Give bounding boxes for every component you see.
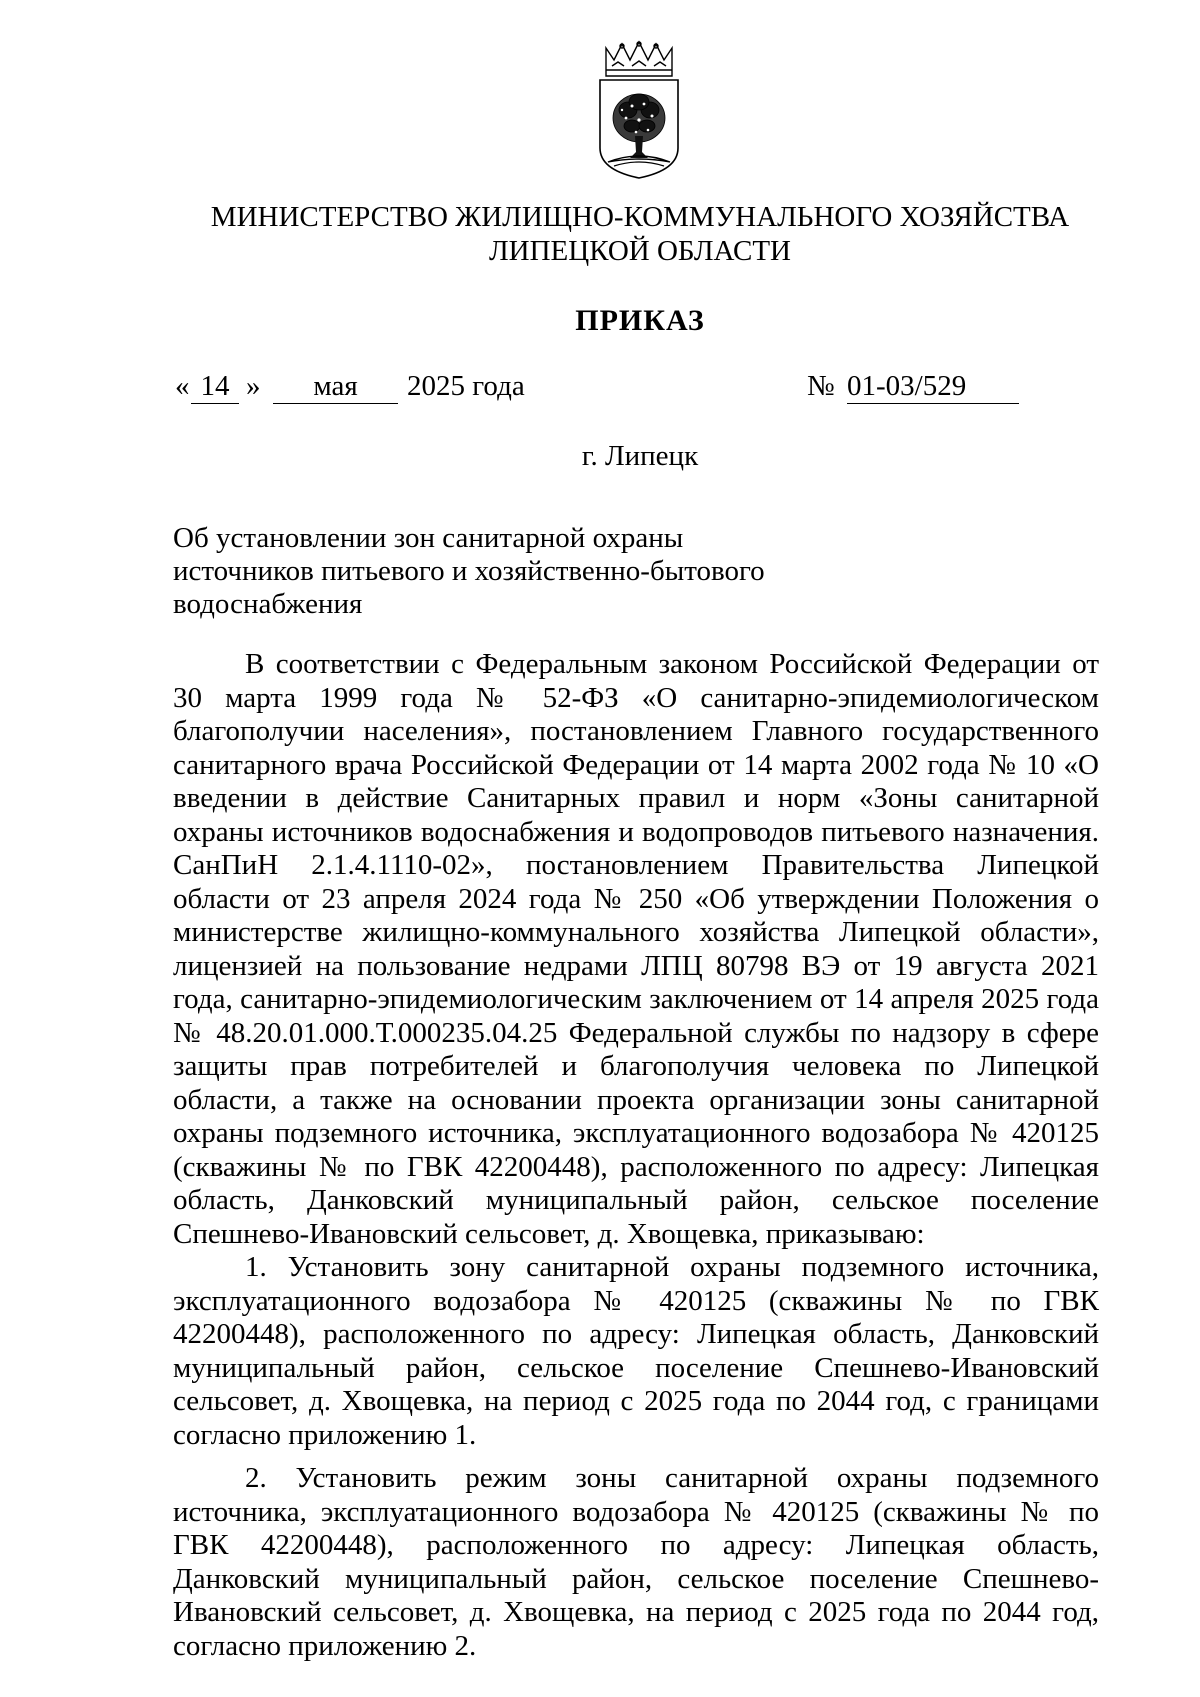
order-body (173, 648, 1099, 1663)
order-number: 01-03/529 (847, 370, 1019, 404)
number-sign: № (807, 370, 835, 402)
order-subject (173, 522, 793, 621)
date-day: 14 (191, 370, 239, 404)
city: г. Липецк (581, 440, 699, 472)
date-open-quote: « (175, 370, 190, 402)
subject-line1: Об установлении зон санитарной охраны (173, 522, 684, 554)
subject-line3: водоснабжения (173, 588, 363, 620)
order-title: ПРИКАЗ (575, 304, 705, 337)
preamble-paragraph: В соответствии с Федеральным законом Российской Федерации от 30 марта 1999 года № 52-ФЗ «О санитарно-эпидемиологическом благополучии населения», постановлением Главного государственного санитарного врача Российской Федерации от 14 марта 2002 года № 10 «О введении в действие Санитарных правил и норм «Зоны санитарной охраны источников водоснабжения и водопроводов питьевого назначения. СанПиН 2.1.4.1110-02», постановлением Правительства Липецкой области от 23 апреля 2024 года № 250 «Об утверждении Положения о министерстве жилищно-коммунального хозяйства Липецкой области», лицензией на пользование недрами ЛПЦ 80798 ВЭ от 19 августа 2021 года, санитарно-эпидемиологическим заключением от 14 апреля 2025 года № 48.20.01.000.Т.000235.04.25 Федеральной службы по надзору в сфере защиты прав потребителей и благополучия человека по Липецкой области, а также на основании проекта организации зоны санитарной охраны подземного источника, эксплуатационного водозабора № 420125 (скважины № по ГВК 42200448), расположенного по адресу: Липецкая область, Данковский муниципальный район, сельское поселение Спешнево-Ивановский сельсовет, д. Хвощевка, приказываю: (173, 648, 1099, 1250)
ministry-name (100, 200, 1180, 268)
date-number-row (175, 370, 1115, 410)
ministry-name-line1: МИНИСТЕРСТВО ЖИЛИЩНО-КОММУНАЛЬНОГО ХОЗЯЙСТВА (210, 201, 1070, 233)
order-item-1: 1. Установить зону санитарной охраны подземного источника, эксплуатационного водозабора № 420125 (скважины № по ГВК 42200448), расположенного по адресу: Липецкая область, Данковский муниципальный район, сельское поселение Спешнево-Ивановский сельсовет, д. Хвощевка, на период с 2025 года по 2044 год, с границами согласно приложению 1. (173, 1251, 1099, 1451)
ministry-name-line2: ЛИПЕЦКОЙ ОБЛАСТИ (488, 235, 791, 267)
coat-of-arms-emblem (592, 40, 686, 180)
date-month: мая (273, 370, 398, 404)
order-item-2: 2. Установить режим зоны санитарной охраны подземного источника, эксплуатационного водозабора № 420125 (скважины № по ГВК 42200448), расположенного по адресу: Липецкая область, Данковский муниципальный район, сельское поселение Спешнево-Ивановский сельсовет, д. Хвощевка, на период с 2025 года по 2044 год, согласно приложению 2. (173, 1462, 1099, 1662)
subject-line2: источников питьевого и хозяйственно-бытового (173, 555, 765, 587)
date-close-quote: » (246, 370, 261, 402)
date-year: 2025 года (407, 370, 525, 402)
